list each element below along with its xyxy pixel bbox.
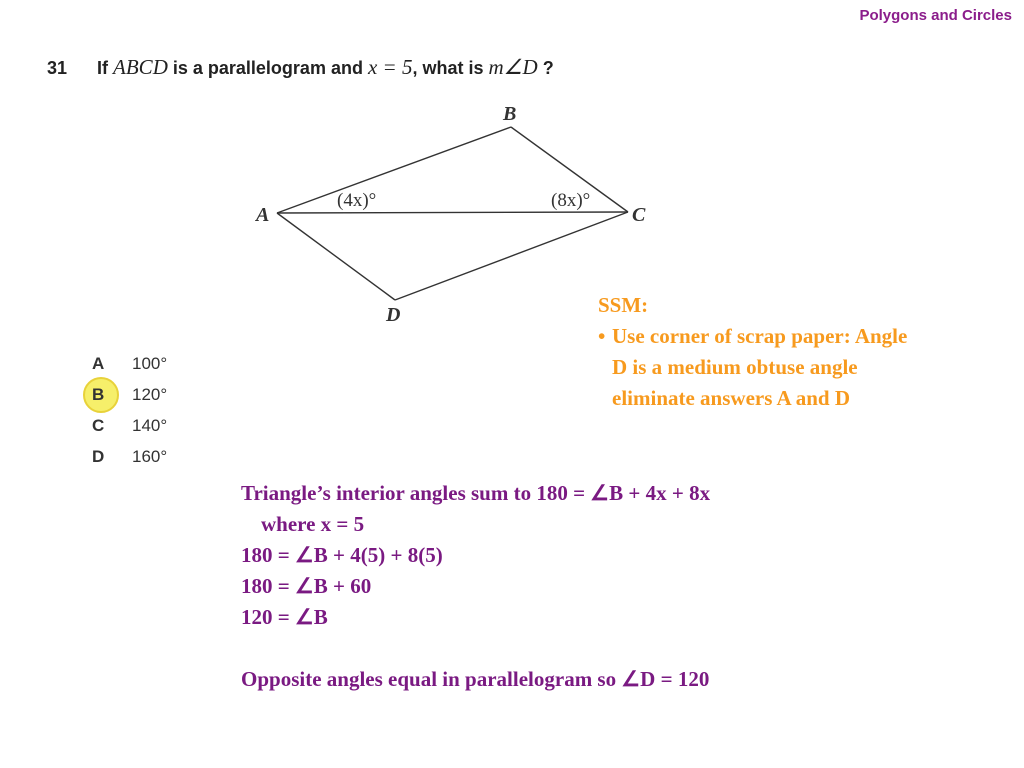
choice-letter: D	[92, 447, 105, 466]
angle-a-label: (4x)°	[337, 190, 377, 211]
vertex-c-label: C	[632, 204, 646, 226]
choice-d[interactable]	[92, 445, 167, 476]
diagonal-ac	[277, 212, 628, 213]
vertex-d-label: D	[386, 304, 401, 326]
ssm-note	[598, 290, 998, 414]
question-condition: x = 5	[367, 55, 413, 79]
ssm-text-line: D is a medium obtuse angle	[612, 355, 858, 379]
question-text-end: , what is	[412, 58, 484, 78]
question-text-mid: is a parallelogram and	[172, 58, 363, 78]
choice-letter: A	[92, 354, 105, 373]
bullet-icon: •	[598, 324, 606, 348]
figure-name: ABCD	[113, 55, 168, 79]
choice-value: 100°	[132, 354, 168, 373]
ssm-text-line: Use corner of scrap paper: Angle	[612, 324, 908, 348]
choice-value: 160°	[132, 447, 168, 466]
question-number: 31	[47, 58, 68, 78]
choice-letter: C	[92, 416, 105, 435]
question-mark: ?	[542, 58, 554, 78]
choice-letter: B	[92, 385, 105, 404]
choice-c[interactable]	[92, 414, 167, 445]
question-text-if: If	[97, 58, 109, 78]
ssm-text-line: eliminate answers A and D	[612, 386, 851, 410]
work-line: where x = 5	[261, 512, 365, 536]
choice-a[interactable]	[92, 352, 167, 383]
work-line: 120 = ∠B	[241, 605, 328, 629]
question-target: m∠D	[488, 55, 538, 79]
vertex-b-label: B	[503, 103, 517, 125]
ssm-bullet-item	[598, 321, 998, 414]
choice-value: 140°	[132, 416, 168, 435]
side-cd	[395, 212, 628, 300]
work-line: 180 = ∠B + 4(5) + 8(5)	[241, 543, 443, 567]
work-line: Triangle’s interior angles sum to 180 = ∠B + 4x + 8x	[241, 481, 711, 505]
side-ab	[277, 127, 511, 213]
answer-choices	[92, 352, 167, 476]
ssm-title: SSM:	[598, 293, 649, 317]
angle-c-label: (8x)°	[551, 190, 591, 211]
solution-work	[241, 478, 710, 695]
choice-b[interactable]	[92, 383, 167, 414]
work-line: 180 = ∠B + 60	[241, 574, 372, 598]
vertex-a-label: A	[256, 204, 270, 226]
spacer	[241, 633, 710, 664]
work-conclusion: Opposite angles equal in parallelogram so ∠D = 120	[241, 667, 710, 691]
side-da	[277, 213, 395, 300]
slide-header: Polygons and Circles	[859, 7, 1012, 24]
choice-value: 120°	[132, 385, 168, 404]
